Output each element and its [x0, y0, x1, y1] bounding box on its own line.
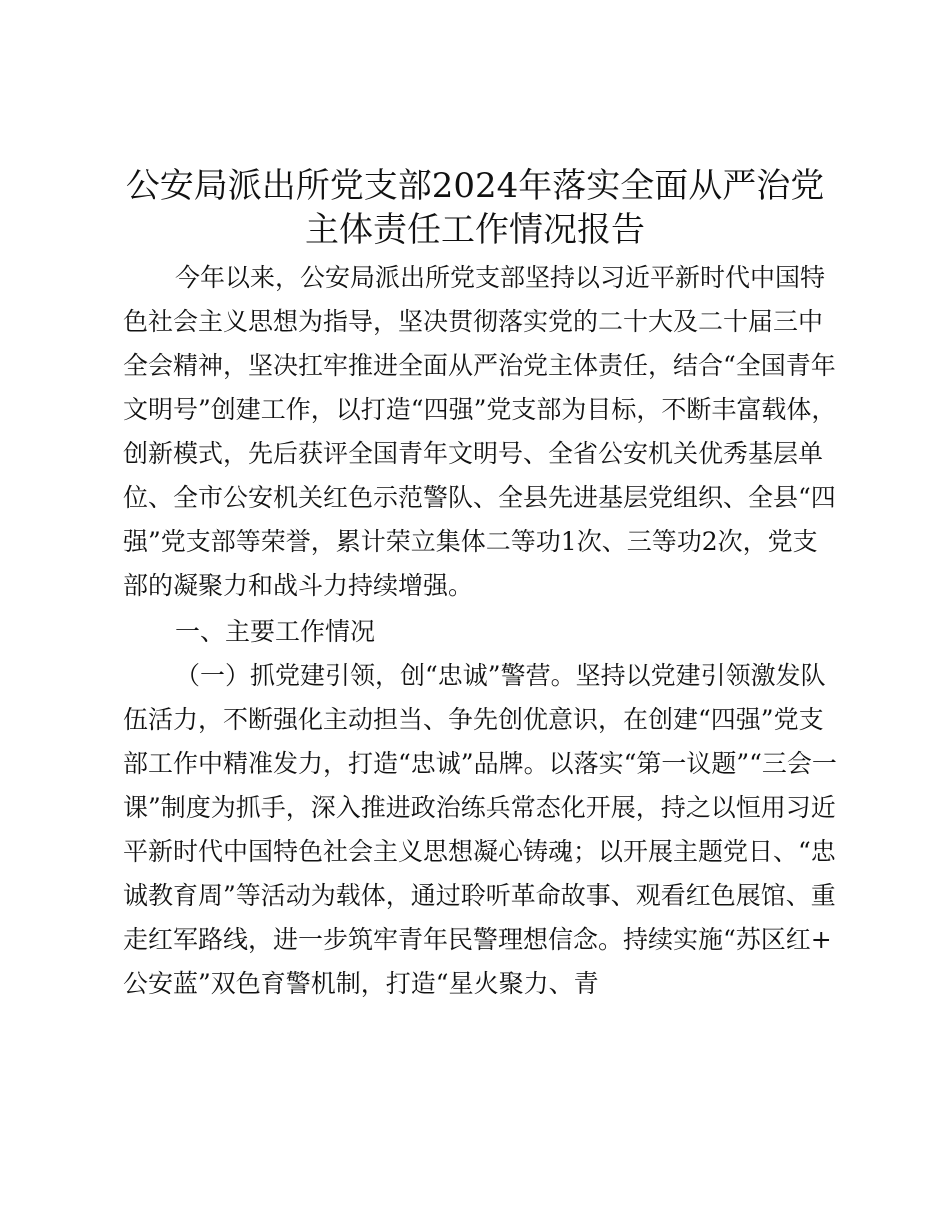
paragraph-line: 公安蓝”双色育警机制，打造“星火聚力、青 [123, 969, 599, 998]
paragraph-party-building [123, 654, 843, 1006]
paragraph-line: （一）抓党建引领，创“忠诚”警营。坚持以党建引领激发队 [175, 661, 826, 690]
paragraph-line: 位、全市公安机关红色示范警队、全县先进基层党组织、全县“四 [123, 483, 836, 512]
paragraph-line: 部的凝聚力和战斗力持续增强。 [123, 571, 474, 600]
document-title-line-2: 主体责任工作情况报告 [305, 210, 645, 250]
paragraph-line: 今年以来，公安局派出所党支部坚持以习近平新时代中国特 [175, 263, 826, 292]
paragraph-line: 伍活力，不断强化主动担当、争先创优意识，在创建“四强”党支 [123, 705, 824, 734]
paragraph-line: 强”党支部等荣誉，累计荣立集体二等功1次、三等功2次，党支 [123, 527, 818, 556]
paragraph-line: 色社会主义思想为指导，坚决贯彻落实党的二十大及二十届三中 [123, 307, 824, 336]
document-title-line-1: 公安局派出所党支部2024年落实全面从严治党 [125, 166, 825, 206]
paragraph-line: 全会精神，坚决扛牢推进全面从严治党主体责任，结合“全国青年 [123, 351, 836, 380]
section-heading-text: 一、主要工作情况 [175, 617, 376, 646]
paragraph-line: 部工作中精准发力，打造“忠诚”品牌。以落实“第一议题”“三会一 [123, 749, 837, 778]
paragraph-line: 走红军路线，进一步筑牢青年民警理想信念。持续实施“苏区红+ [123, 925, 832, 954]
paragraph-line: 文明号”创建工作，以打造“四强”党支部为目标，不断丰富载体， [123, 395, 837, 424]
paragraph-line: 课”制度为抓手，深入推进政治练兵常态化开展，持之以恒用习近 [123, 793, 836, 822]
paragraph-line: 创新模式，先后获评全国青年文明号、全省公安机关优秀基层单 [123, 439, 824, 468]
paragraph-line: 平新时代中国特色社会主义思想凝心铸魂；以开展主题党日、“忠 [123, 837, 836, 866]
paragraph-line: 诚教育周”等活动为载体，通过聆听革命故事、观看红色展馆、重 [123, 881, 836, 910]
paragraph-intro [123, 256, 843, 608]
section-heading [123, 610, 843, 654]
